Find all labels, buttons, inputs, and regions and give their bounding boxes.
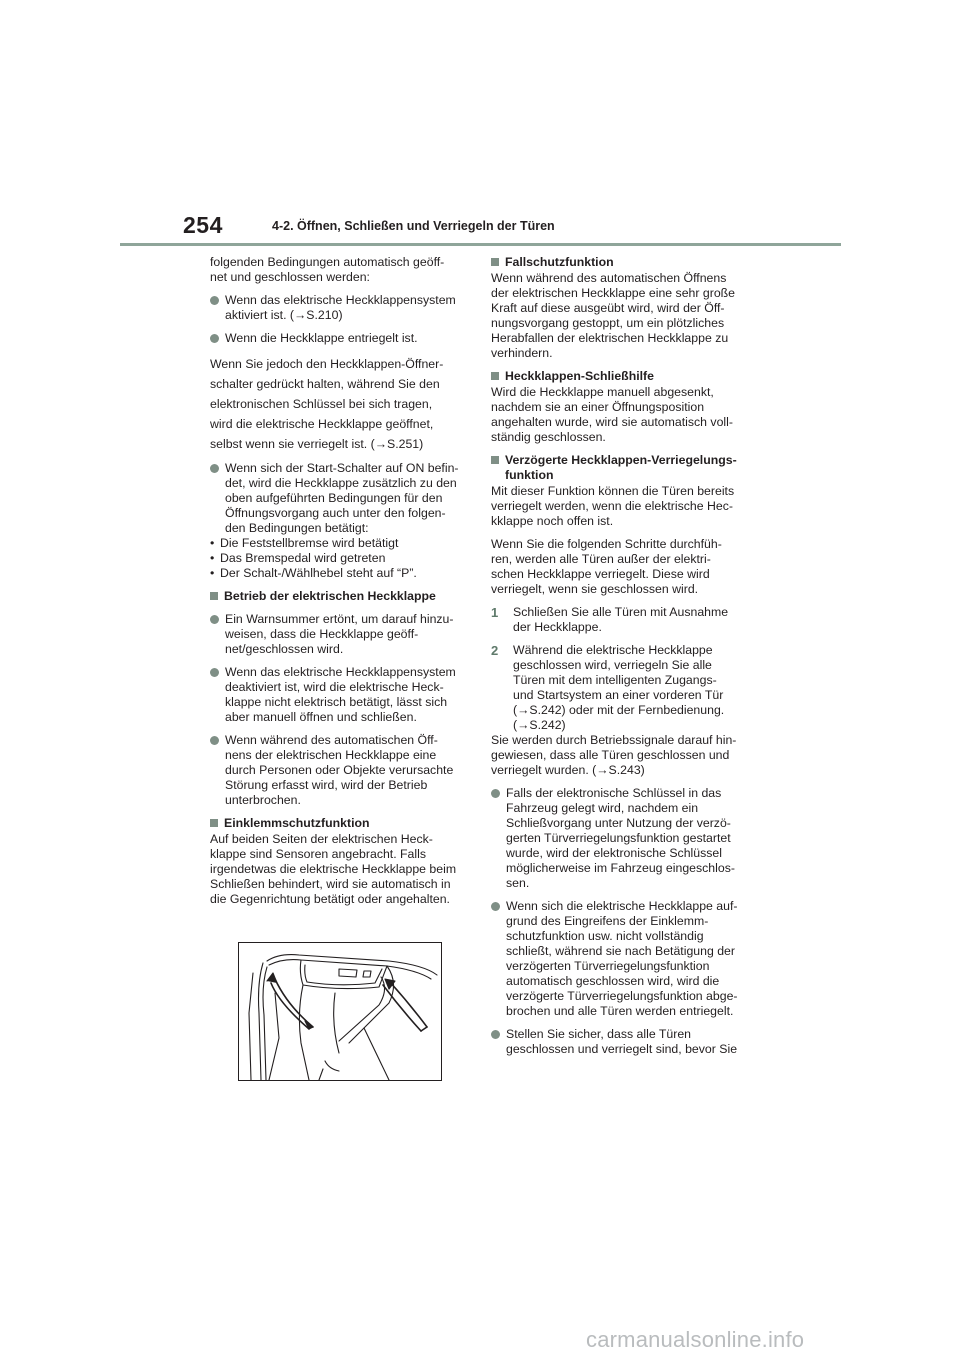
sub-bullet-marker: • bbox=[210, 551, 215, 565]
step-text: Schließen Sie alle Türen mit Ausnahme der Heckklappe. bbox=[513, 605, 729, 634]
bullet-item bbox=[210, 461, 465, 536]
section-heading bbox=[210, 816, 465, 831]
sub-bullet bbox=[210, 551, 465, 566]
bullet-text: Wenn das elektrische Heckklappensystem deaktiviert ist, wird die elektrische Heck- klappe nicht elektrisch betätigt, lässt sich aber manuell öffnen und schließen. bbox=[225, 665, 456, 724]
bullet-dot-icon bbox=[491, 789, 500, 798]
heading-square-icon bbox=[210, 592, 218, 600]
sub-bullet-marker: • bbox=[210, 536, 215, 550]
step-text: Während die elektrische Heckklappe geschlossen wird, verriegeln Sie alle Türen mit dem intelligenten Zugangs- und Startsystem an einer vorderen Tür (→S.242) oder mit der Fernbedienung. (→S.242) bbox=[513, 643, 725, 732]
heading-text: Fallschutzfunktion bbox=[505, 255, 614, 269]
step-number: 1 bbox=[491, 605, 499, 620]
anti-pinch-text: Auf beiden Seiten der elektrischen Heck- klappe sind Sensoren angebracht. Falls irgendetwas die elektrische Heckklappe beim Schließen behindert, wird sie automatisch in die Gegenrichtung betätigt oder angehalten. bbox=[210, 832, 457, 906]
delayed-lock-text: Mit dieser Funktion können die Türen bereits verriegelt werden, wenn die elektrische Hec- kklappe noch offen ist. bbox=[491, 484, 735, 528]
heading-text: Heckklappen-Schließhilfe bbox=[505, 369, 654, 383]
heading-text: Betrieb der elektrischen Heckklappe bbox=[224, 589, 436, 603]
heading-square-icon bbox=[491, 258, 499, 266]
bullet-item bbox=[210, 612, 465, 657]
bullet-text: Stellen Sie sicher, dass alle Türen geschlossen und verriegelt sind, bevor Sie bbox=[506, 1027, 738, 1056]
bullet-dot-icon bbox=[210, 736, 219, 745]
bullet-item bbox=[491, 899, 753, 1019]
bullet-dot-icon bbox=[210, 296, 219, 305]
signal-text: Sie werden durch Betriebssignale darauf hin- gewiesen, dass alle Türen geschlossen und verriegelt wurden. (→S.243) bbox=[491, 733, 737, 777]
delayed-lock-steps-intro: Wenn Sie die folgenden Schritte durchfüh- ren, werden alle Türen außer der elektri- schen Heckklappe verriegelt. Diese wird verriegelt, wenn sie geschlossen wird. bbox=[491, 537, 722, 596]
section-heading bbox=[491, 453, 753, 483]
section-heading bbox=[491, 255, 753, 270]
sub-bullet-text: Die Feststellbremse wird betätigt bbox=[220, 536, 399, 550]
bullet-dot-icon bbox=[210, 334, 219, 343]
sub-bullet bbox=[210, 536, 465, 551]
closing-assist-text: Wird die Heckklappe manuell abgesenkt, nachdem sie an einer Öffnungsposition angehalten wurde, wird sie automatisch voll- ständig geschlossen. bbox=[491, 385, 733, 444]
bullet-dot-icon bbox=[491, 902, 500, 911]
bullet-item bbox=[210, 293, 465, 323]
bullet-text: Ein Warnsummer ertönt, um darauf hinzu- weisen, dass die Heckklappe geöff- net/geschlossen wird. bbox=[225, 612, 454, 656]
bullet-item bbox=[491, 1027, 753, 1057]
sub-bullet-marker: • bbox=[210, 566, 215, 580]
sub-bullet-text: Das Bremspedal wird getreten bbox=[220, 551, 386, 565]
bullet-text: Wenn sich der Start-Schalter auf ON befin- det, wird die Heckklappe zusätzlich zu den oben aufgeführten Bedingungen für den Öffnungsvorgang auch unter den folgen- den Bedingungen betätigt: bbox=[225, 461, 459, 535]
bullet-dot-icon bbox=[210, 464, 219, 473]
sub-bullet-text: Der Schalt-/Wählhebel steht auf “P”. bbox=[220, 566, 417, 580]
section-heading bbox=[491, 369, 753, 384]
step-number: 2 bbox=[491, 643, 499, 658]
header-rule bbox=[120, 243, 841, 246]
opener-switch-note: Wenn Sie jedoch den Heckklappen-Öffner- schalter gedrückt halten, während Sie den elektronischen Schlüssel bei sich tragen, wird die elektrische Heckklappe geöffnet, selbst wenn sie verriegelt ist. (→S.251) bbox=[210, 357, 444, 451]
bullet-dot-icon bbox=[210, 668, 219, 677]
footer-watermark: carmanualsonline.info bbox=[586, 1327, 805, 1352]
bullet-item bbox=[491, 786, 753, 891]
bullet-text: Falls der elektronische Schlüssel in das Fahrzeug gelegt wird, nachdem ein Schließvorgang unter Nutzung der verzö- gerten Türverriegelungsfunktion gestartet wurde, wird der elektronische Schlüssel möglicherweise im Fahrzeug eingeschlos- sen. bbox=[506, 786, 735, 890]
heading-square-icon bbox=[210, 819, 218, 827]
bullet-item bbox=[210, 733, 465, 808]
bullet-dot-icon bbox=[210, 615, 219, 624]
bullet-text: Wenn sich die elektrische Heckklappe auf- grund des Eingreifens der Einklemm- schutzfunktion usw. nicht vollständig schließt, während sie nach Betätigung der verzögerten Türverriegelungsfunktion automatisch geschlossen wird, wird die verzögerte Türverriegelungsfunktion abge- brochen und alle Türen werden entriegelt. bbox=[506, 899, 738, 1018]
bullet-text: Wenn das elektrische Heckklappensystem aktiviert ist. (→S.210) bbox=[225, 293, 456, 322]
sub-bullet bbox=[210, 566, 465, 581]
page-number: 254 bbox=[183, 212, 223, 238]
heading-text: Einklemmschutzfunktion bbox=[224, 816, 370, 830]
fall-protection-text: Wenn während des automatischen Öffnens der elektrischen Heckklappe eine sehr große Kraft auf diese ausgeübt wird, wird der Öff- nungsvorgang gestoppt, um ein plötzliches Herabfallen der elektrischen Heckklappe zu verhindern. bbox=[491, 271, 736, 360]
left-column bbox=[210, 255, 465, 915]
bullet-item bbox=[210, 331, 465, 346]
bullet-text: Wenn die Heckklappe entriegelt ist. bbox=[225, 331, 418, 345]
heading-square-icon bbox=[491, 456, 499, 464]
bullet-item bbox=[210, 665, 465, 725]
intro-text: folgenden Bedingungen automatisch geöff- net und geschlossen werden: bbox=[210, 255, 445, 284]
tailgate-sensor-illustration bbox=[238, 942, 442, 1081]
right-column bbox=[491, 255, 753, 1065]
chapter-title: 4-2. Öffnen, Schließen und Verriegeln der Türen bbox=[272, 219, 555, 233]
bullet-dot-icon bbox=[491, 1030, 500, 1039]
bullet-text: Wenn während des automatischen Öff- nens der elektrischen Heckklappe eine durch Personen oder Objekte verursachte Störung erfasst wird, wird der Betrieb unterbrochen. bbox=[225, 733, 454, 807]
heading-text: Verzögerte Heckklappen-Verriegelungs- funktion bbox=[505, 453, 737, 482]
step-item bbox=[491, 605, 753, 635]
section-heading bbox=[210, 589, 465, 604]
heading-square-icon bbox=[491, 372, 499, 380]
step-item bbox=[491, 643, 753, 733]
